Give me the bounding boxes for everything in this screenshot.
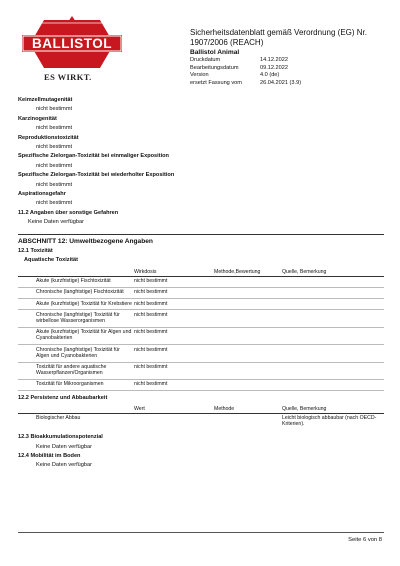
aquatic-toxicity-table	[18, 268, 384, 392]
meta-row-print-date: Druckdatum 14.12.2022	[190, 57, 288, 63]
bioaccumulation-value: Keine Daten verfügbar	[36, 443, 92, 450]
meta-row-replaces: ersetzt Fassung vom 26.04.2021 (3.9)	[190, 79, 302, 86]
col-method: Methode	[214, 405, 282, 414]
table-row: Akute (kurzfristige) Toxizität für Algen und Cyanobakterien nicht bestimmt	[18, 327, 384, 344]
col-method: Methode,Bewertung	[214, 268, 282, 277]
persistence-table	[18, 405, 384, 430]
table-row: Biologischer Abbau Leicht biologisch abbaubar (nach OECD-Kriterien).	[36, 415, 377, 428]
section11-2-value: Keine Daten verfügbar	[28, 219, 84, 226]
document-title: Sicherheitsdatenblatt gemäß Verordnung (EG) Nr. 1907/2006 (REACH)	[190, 28, 367, 47]
logo-graphic	[22, 14, 122, 72]
section11-item: Spezifische Zielorgan-Toxizität bei wiederholter Exposition nicht bestimmt	[18, 172, 175, 188]
section12-title: ABSCHNITT 12: Umweltbezogene Angaben	[18, 234, 384, 247]
persistence-title: 12.2 Persistenz und Abbaubarkeit	[18, 395, 108, 402]
table-header-row	[18, 405, 384, 414]
bioaccumulation-title: 12.3 Bioakkumulationspotenzial	[18, 434, 103, 441]
col-value: Wert	[134, 405, 214, 414]
col-dose: Wirkdosis	[134, 268, 214, 277]
table-row: Akute (kurzfristige) Fischtoxizität nicht bestimmt	[18, 276, 384, 287]
section11-item: Keimzellmutagenität nicht bestimmt	[18, 97, 73, 113]
mobility-title: 12.4 Mobilität im Boden	[18, 452, 81, 459]
section11-2-title: 11.2 Angaben über sonstige Gefahren	[18, 209, 119, 216]
aquatic-toxicity-title: Aquatische Toxizität	[24, 257, 78, 264]
mobility-value: Keine Daten verfügbar	[36, 462, 92, 469]
table-row: Chronische (langfristige) Toxizität für wirbellose Wasserorganismen nicht bestimmt	[18, 310, 384, 327]
product-name: Ballistol Animal	[190, 49, 240, 56]
table-row: Toxizität für Mikroorganismen nicht bestimmt	[18, 379, 384, 390]
section11-item: Aspirationsgefahr nicht bestimmt	[18, 191, 73, 207]
section11-item: Reproduktionstoxizität nicht bestimmt	[18, 134, 79, 151]
document-body	[18, 96, 384, 471]
table-row: Chronische (langfristige) Toxizität für Algen und Cyanobakterien nicht bestimmt	[18, 345, 384, 362]
footer-divider	[18, 532, 384, 533]
table-header-row	[18, 268, 384, 277]
toxicity-title: 12.1 Toxizität	[18, 247, 53, 254]
table-row: Akute (kurzfristige) Toxizität für Krebstiere nicht bestimmt	[18, 299, 384, 310]
table-row: Toxizität für andere aquatische Wasserpflanzen/Organismen nicht bestimmt	[18, 362, 384, 379]
table-row: Chronische (langfristige) Fischtoxizität nicht bestimmt	[18, 287, 384, 298]
logo-brand-text: BALLISTOL	[32, 36, 112, 51]
col-source: Quelle, Bemerkung	[282, 405, 384, 414]
logo-slogan: ES WIRKT.	[44, 72, 92, 82]
document-meta	[190, 57, 301, 87]
section11-item: Spezifische Zielorgan-Toxizität bei einmaliger Exposition nicht bestimmt	[18, 153, 169, 169]
section11-item: Karzinogenität nicht bestimmt	[18, 115, 73, 132]
col-source: Quelle, Bemerkung	[282, 268, 384, 277]
meta-row-revision-date: Bearbeitungsdatum 09.12.2022	[190, 64, 288, 71]
page-number: Seite 6 von 8	[348, 537, 382, 543]
meta-row-version: Version 4.0 (de)	[190, 72, 280, 79]
